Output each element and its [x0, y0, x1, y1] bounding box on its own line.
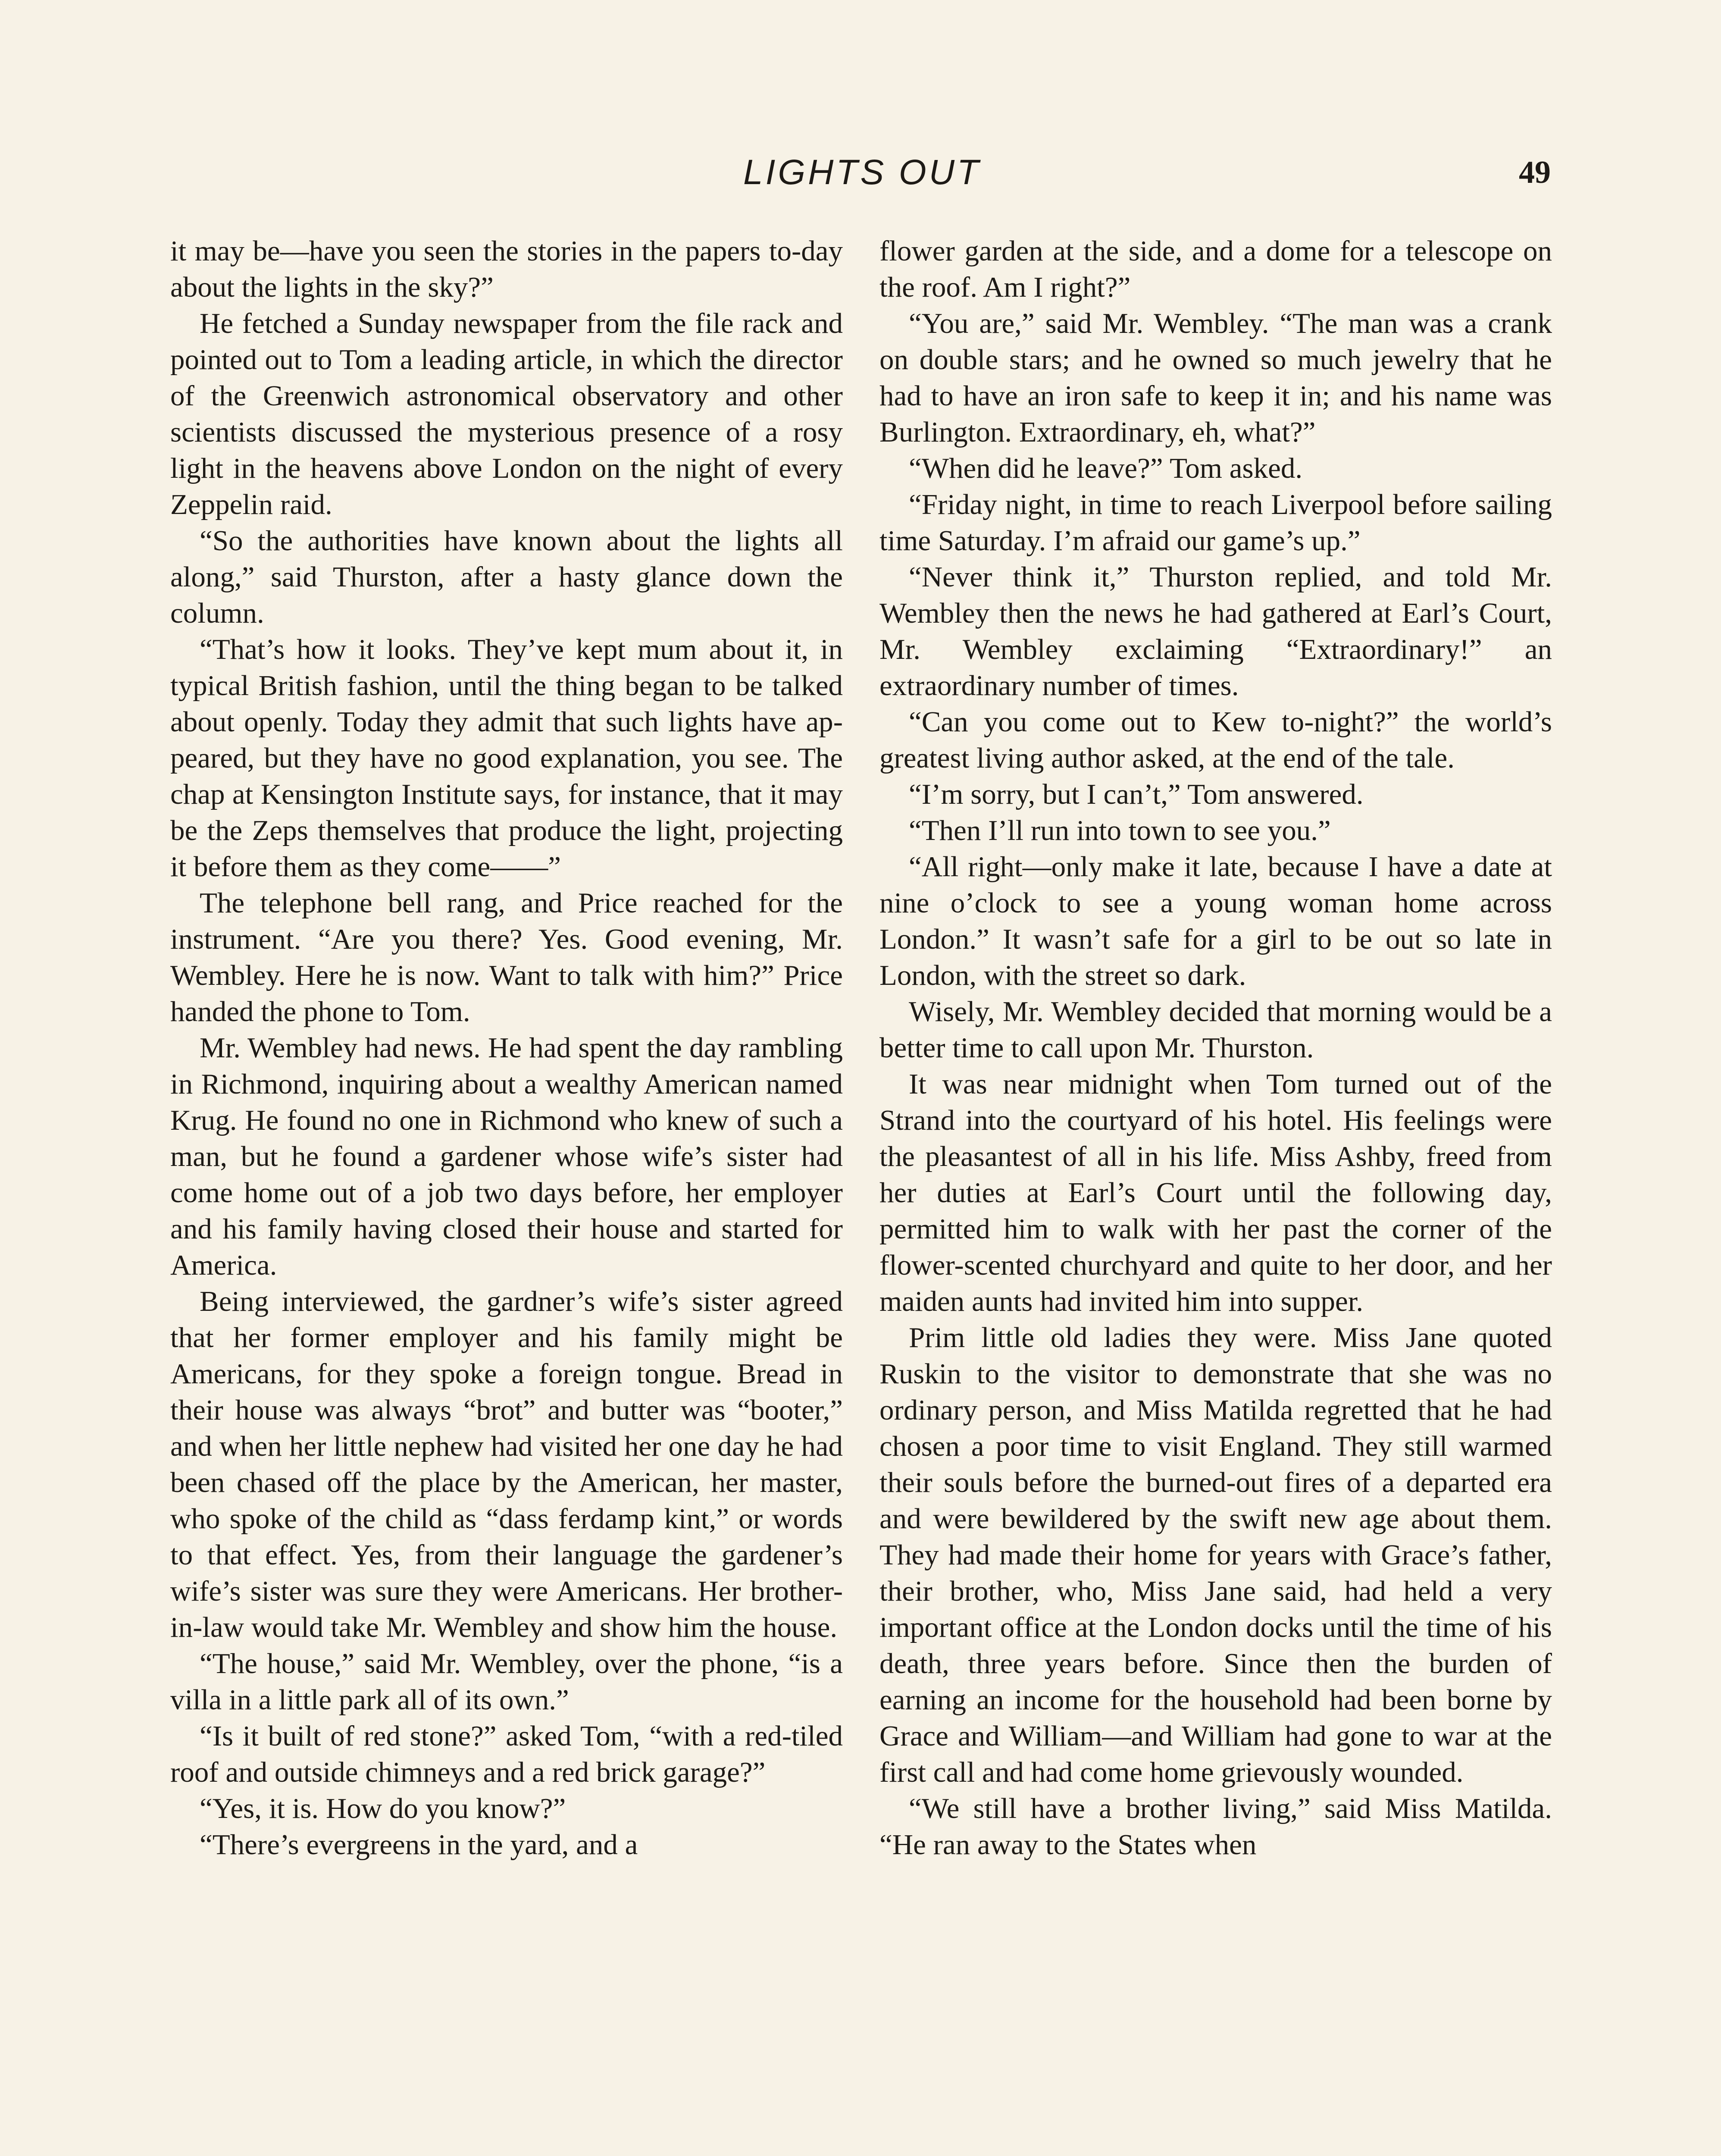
paragraph: Being interviewed, the gardner’s wife’s sister agreed that her former employer and his family might be Americans, for they spoke a foreign tongue. Bread in their house was always “brot” and butter was “booter,” and when her little nephew had visited her one day he had been chased off the place by the American, her master, who spoke of the child as “dass ferdamp kint,” or words to that effect. Yes, from their language the gardener’s wife’s sister was sure they were Americans. Her brother-in-law would take Mr. Wembley and show him the house.	[170, 1285, 843, 1643]
paragraph: “All right—only make it late, because I have a date at nine o’clock to see a young woman home across London.” It wasn’t safe for a girl to be out so late in London, with the street so dark.	[879, 851, 1552, 991]
paragraph: “I’m sorry, but I can’t,” Tom answered.	[909, 778, 1364, 810]
right-column	[879, 233, 1552, 1863]
paragraph: flower garden at the side, and a dome for a telescope on the roof. Am I right?”	[879, 235, 1552, 303]
paragraph: “When did he leave?” Tom asked.	[909, 452, 1303, 484]
paragraph: “We still have a brother living,” said Miss Matilda. “He ran away to the States when	[879, 1792, 1552, 1861]
paragraph: “Is it built of red stone?” asked Tom, “with a red-tiled roof and outside chimneys and a red brick garage?”	[170, 1720, 843, 1788]
page-number: 49	[1519, 155, 1551, 190]
paragraph: “The house,” said Mr. Wembley, over the phone, “is a villa in a little park all of its own.”	[170, 1648, 843, 1716]
paragraph: “Can you come out to Kew to-night?” the world’s greatest living author asked, at the end of the tale.	[879, 706, 1552, 774]
paragraph: “So the authorities have known about the lights all along,” said Thurston, after a hasty glance down the column.	[170, 525, 843, 629]
paragraph: “Friday night, in time to reach Liverpool before sailing time Saturday. I’m afraid our game’s up.”	[879, 489, 1552, 557]
running-head	[0, 149, 1721, 196]
paragraph: it may be—have you seen the stories in the papers to-day about the lights in the sky?”	[170, 235, 843, 303]
paragraph: He fetched a Sunday newspaper from the file rack and pointed out to Tom a leading article, in which the director of the Greenwich astronomical observatory and other scientists discussed the mysterious presence of a rosy light in the heavens above London on the night of every Zeppelin raid.	[170, 307, 843, 520]
paragraph: “Then I’ll run into town to see you.”	[909, 815, 1331, 846]
paragraph: Mr. Wembley had news. He had spent the day rambling in Richmond, inquiring about a wealthy American named Krug. He found no one in Richmond who knew of such a man, but he found a gardener whose wife’s sister had come home out of a job two days before, her employer and his family having closed their house and started for America.	[170, 1032, 843, 1281]
paragraph: Prim little old ladies they were. Miss Jane quoted Ruskin to the visitor to demonstrate that she was no ordinary person, and Miss Matilda regretted that he had chosen a poor time to visit England. They still warmed their souls before the burned-out fires of a departed era and were bewildered by the swift new age about them. They had made their home for years with Grace’s father, their brother, who, Miss Jane said, had held a very important office at the London docks until the time of his death, three years before. Since then the burden of earning an income for the household had been borne by Grace and William—and William had gone to war at the first call and had come home grievously wounded.	[879, 1322, 1552, 1788]
paragraph: “That’s how it looks. They’ve kept mum about it, in typical British fashion, until the thing began to be talked about openly. Today they admit that such lights have appeared, but they have no good explanation, you see. The chap at Kensington Institute says, for instance, that it may be the Zeps themselves that produce the light, projecting it before them as they come——”	[170, 633, 843, 883]
running-title: LIGHTS OUT	[743, 153, 982, 192]
paragraph: “Never think it,” Thurston replied, and told Mr. Wembley then the news he had gathered at Earl’s Court, Mr. Wembley exclaiming “Extraordinary!” an extraordinary number of times.	[879, 561, 1552, 702]
paragraph: It was near midnight when Tom turned out of the Strand into the courtyard of his hotel. His feelings were the pleasantest of all in his life. Miss Ashby, freed from her duties at Earl’s Court until the following day, permitted him to walk with her past the corner of the flower-scented churchyard and quite to her door, and her maiden aunts had invited him into supper.	[879, 1068, 1552, 1317]
paragraph: “There’s evergreens in the yard, and a	[200, 1829, 638, 1861]
paragraph: “You are,” said Mr. Wembley. “The man was a crank on double stars; and he owned so much jewelry that he had to have an iron safe to keep it in; and his name was Burlington. Extraordinary, eh, what?”	[879, 307, 1552, 448]
paragraph: The telephone bell rang, and Price reached for the instrument. “Are you there? Yes. Good evening, Mr. Wembley. Here he is now. Want to talk with him?” Price handed the phone to Tom.	[170, 887, 843, 1028]
left-column	[170, 233, 843, 1863]
paragraph: “Yes, it is. How do you know?”	[200, 1792, 566, 1824]
paragraph: Wisely, Mr. Wembley decided that morning would be a better time to call upon Mr. Thurston.	[879, 996, 1552, 1064]
